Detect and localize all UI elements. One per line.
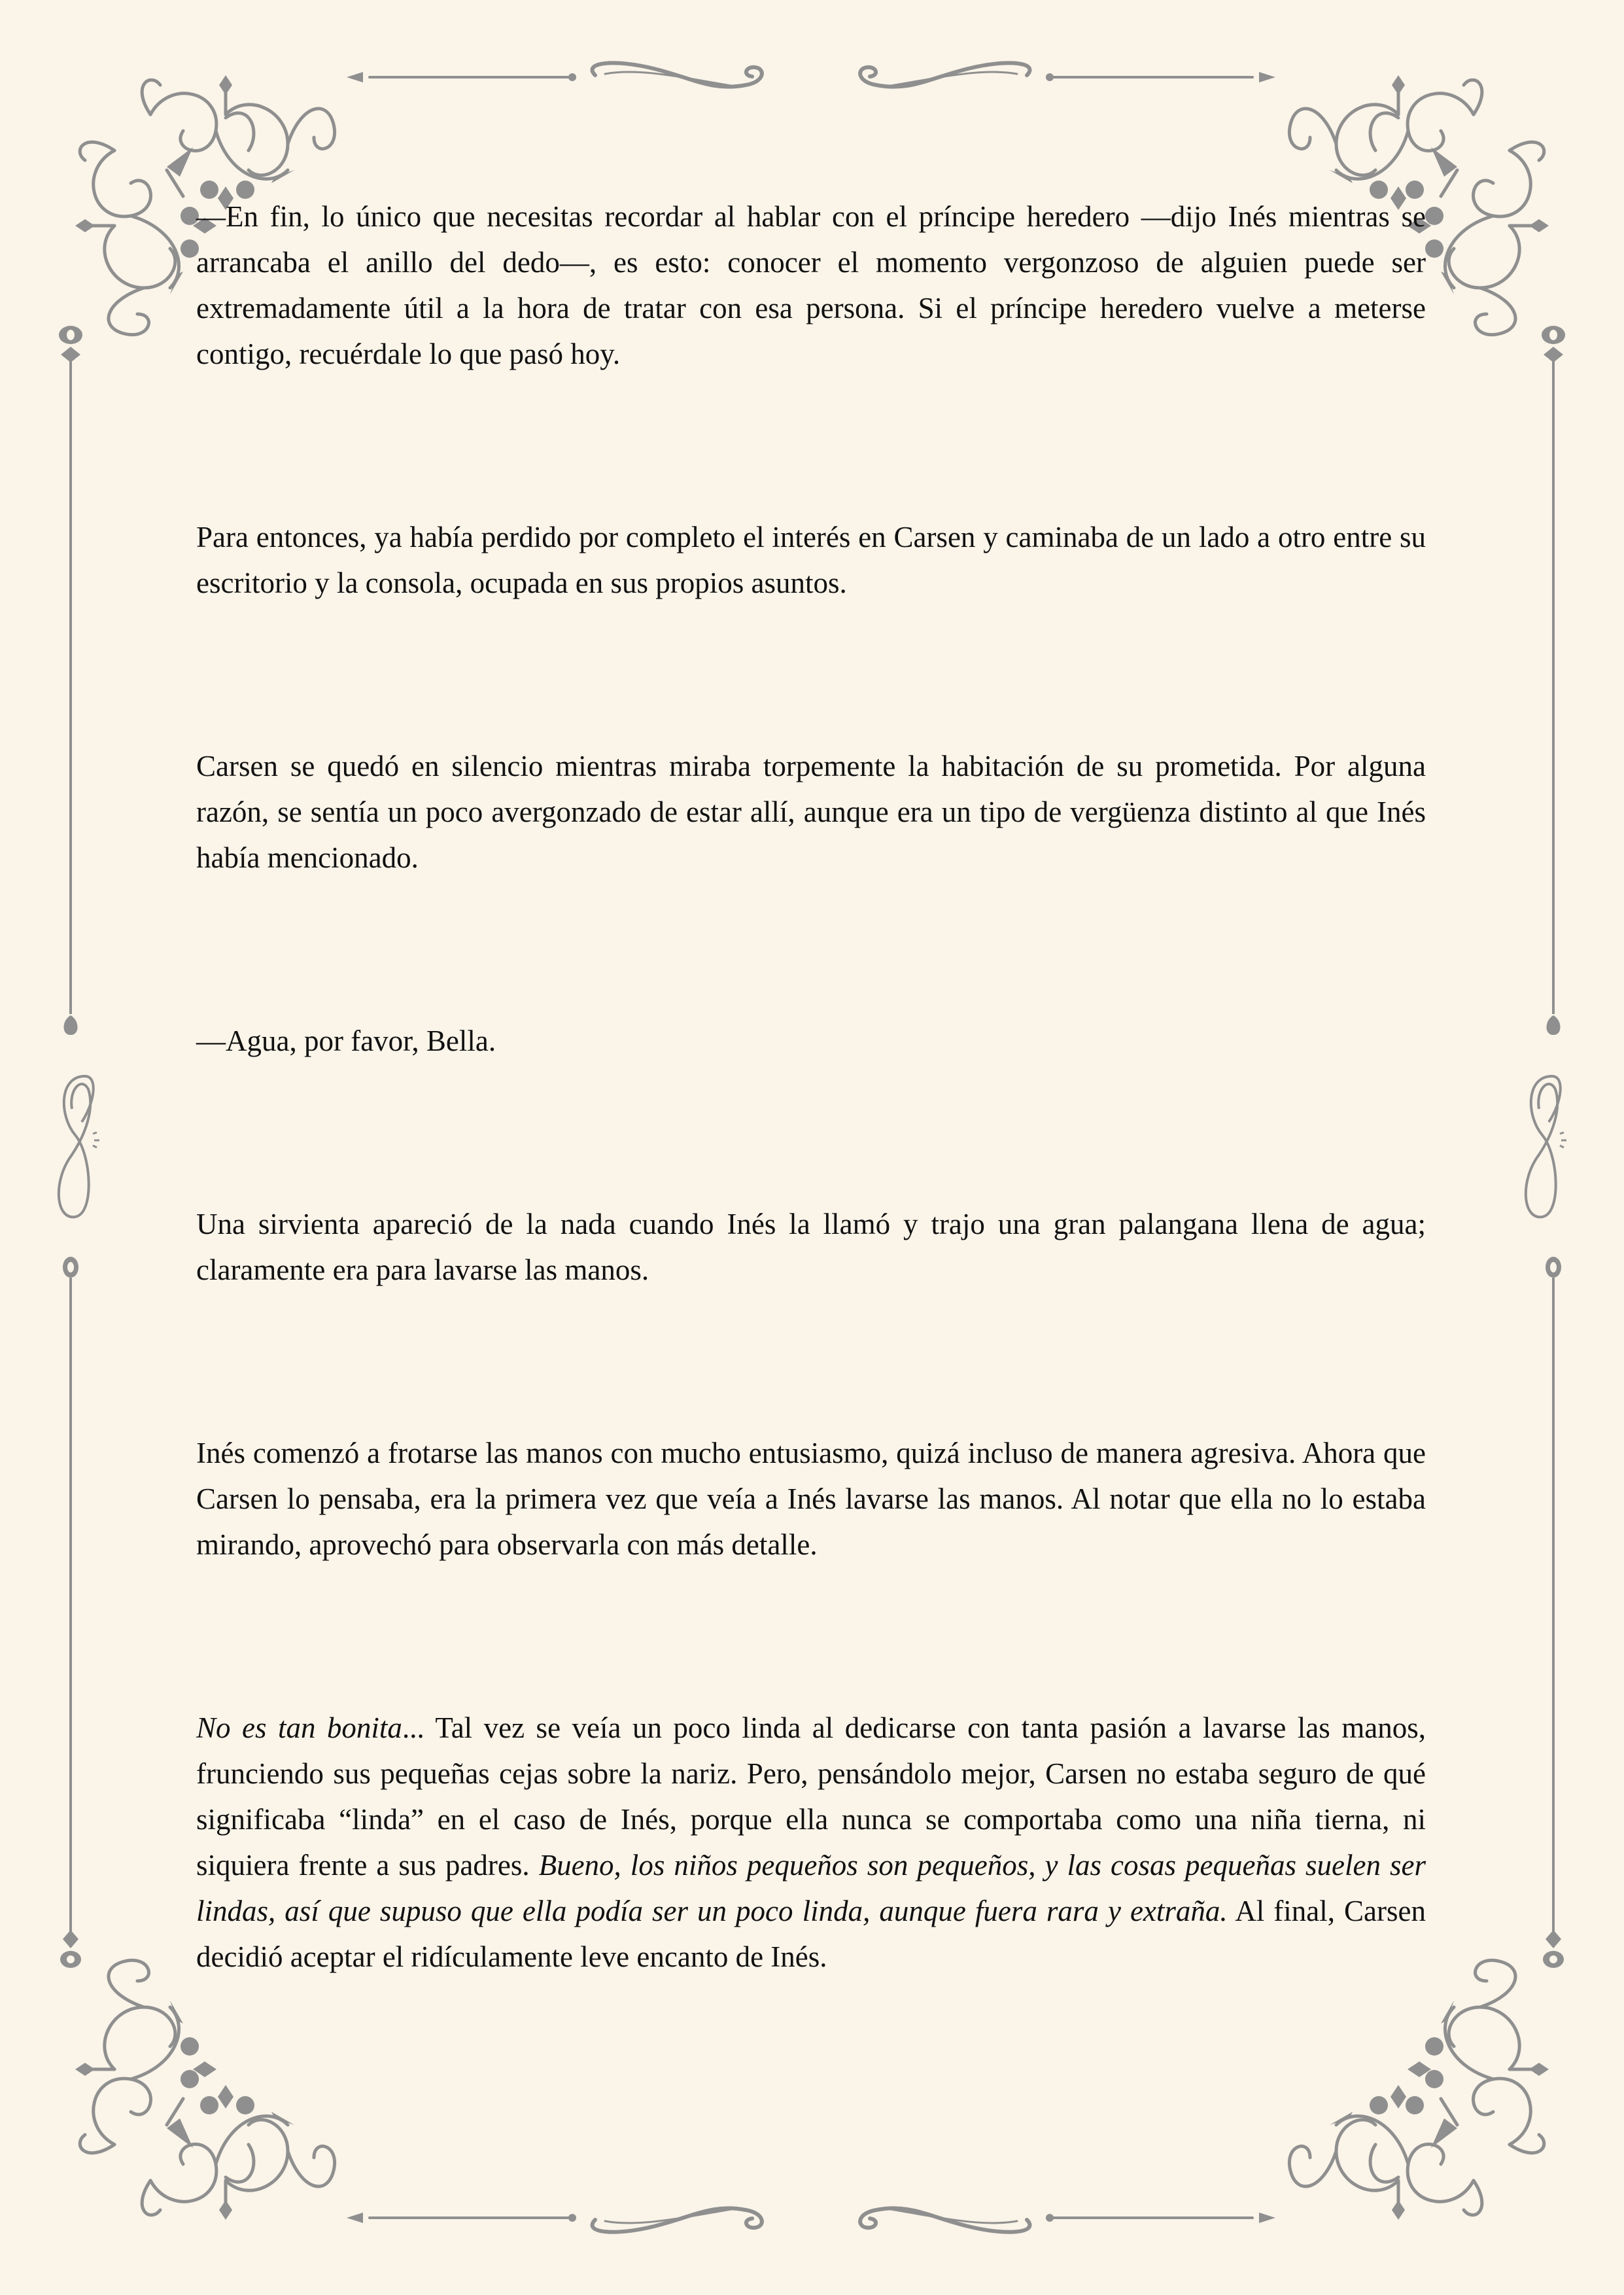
scroll-divider-top: [347, 56, 1275, 95]
paragraph-text: Carsen se quedó en silencio mientras miraba torpemente la habitación de su prometida. Por alguna razón, se sentía un poco avergonzado de estar allí, aunque era un tipo de vergüenza distinto al que Inés había mencionado.: [196, 750, 1426, 874]
paragraph-text: Una sirvienta apareció de la nada cuando Inés la llamó y trajo una gran palangana llena de agua; claramente era para lavarse las manos.: [196, 1208, 1426, 1286]
page-body: [196, 194, 1426, 1980]
vertical-rod-right: [1540, 321, 1566, 1040]
paragraph-text: Inés comenzó a frotarse las manos con mucho entusiasmo, quizá incluso de manera agresiva. Ahora que Carsen lo pensaba, era la primera vez que veía a Inés lavarse las manos. Al notar que ella no lo estaba mirando, aprovechó para observarla con más detalle.: [196, 1437, 1426, 1561]
paragraph: [196, 1430, 1426, 1568]
vertical-rod-left: [58, 321, 84, 1040]
paragraph: [196, 1705, 1426, 1980]
paragraph-text: ... Tal vez se veía un poco linda al dedicarse con tanta pasión a lavarse las manos, frunciendo sus pequeñas cejas sobre la nariz. Pero, pensándolo mejor, Carsen no estaba seguro de qué significaba “linda” en el caso de Inés, porque ella nunca se comportaba como una niña tierna, ni siquiera frente a sus padres.: [196, 1711, 1426, 1882]
scroll-divider-bottom: [347, 2200, 1275, 2239]
paragraph: [196, 194, 1426, 377]
corner-flourish-bottom-right: [1271, 1942, 1572, 2243]
paragraph: [196, 514, 1426, 606]
corner-flourish-bottom-left: [52, 1942, 353, 2243]
italic-thought: No es tan bonita: [196, 1711, 402, 1744]
paragraph: [196, 1018, 1426, 1064]
paragraph-text: Para entonces, ya había perdido por completo el interés en Carsen y caminaba de un lado a otro entre su escritorio y la consola, ocupada en sus propios asuntos.: [196, 521, 1426, 599]
vertical-rod-left-lower: [58, 1253, 84, 1972]
vertical-rod-right-lower: [1540, 1253, 1566, 1972]
paragraph: [196, 743, 1426, 881]
paragraph-text: —Agua, por favor, Bella.: [196, 1025, 496, 1057]
italic-thought: Bueno, los niños pequeños son pequeños, y las cosas pequeñas suelen ser lindas, así que supuso que ella podía ser un poco linda, aunque fuera rara y extraña.: [196, 1849, 1426, 1927]
paragraph-text: Al final, Carsen decidió aceptar el ridículamente leve encanto de Inés.: [196, 1895, 1426, 1973]
paragraph: [196, 1201, 1426, 1293]
infinity-knot-left: [46, 1070, 111, 1227]
infinity-knot-right: [1513, 1070, 1578, 1227]
paragraph-text: —En fin, lo único que necesitas recordar al hablar con el príncipe heredero —dijo Inés mientras se arrancaba el anillo del dedo—, es esto: conocer el momento vergonzoso de alguien puede ser extremadamente útil a la hora de tratar con esa persona. Si el príncipe heredero vuelve a meterse contigo, recuérdale lo que pasó hoy.: [196, 200, 1426, 370]
